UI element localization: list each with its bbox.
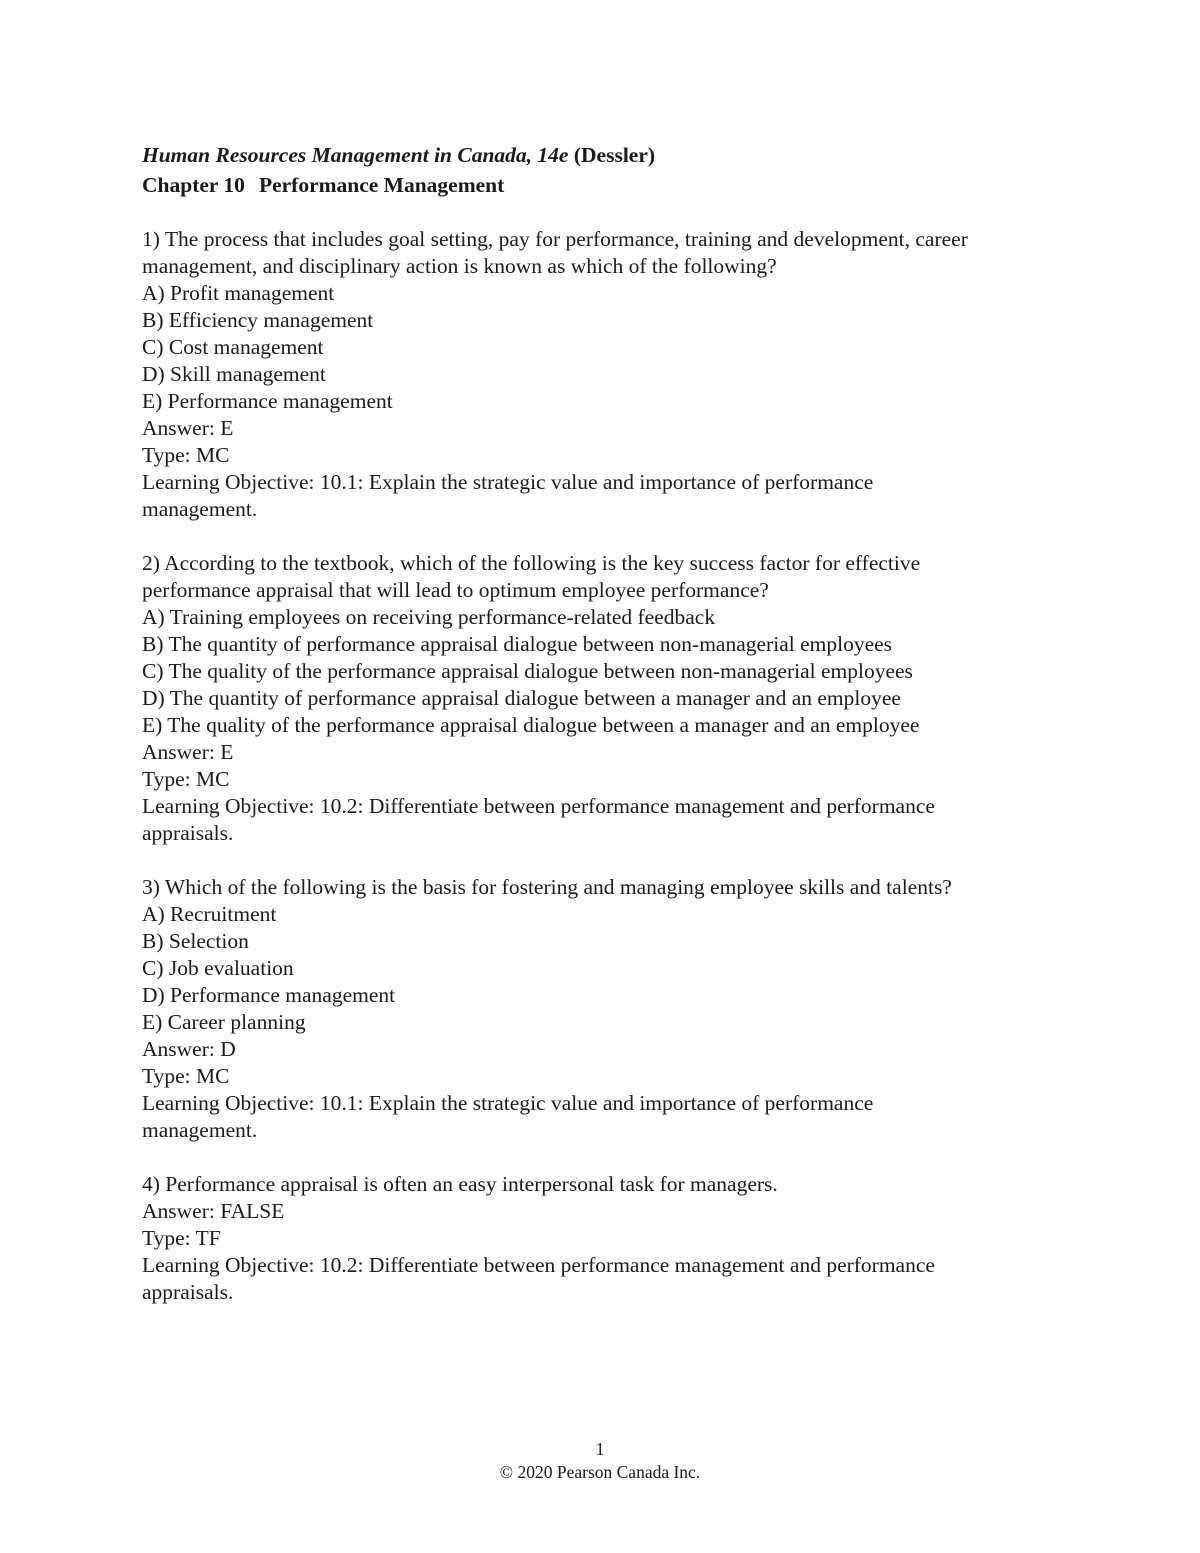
learning-objective: management.	[142, 1118, 258, 1142]
question-stem: 1) The process that includes goal setting, pay for performance, training and development, career	[142, 227, 968, 251]
page-number: 1	[595, 1439, 605, 1459]
answer-option: D) The quantity of performance appraisal dialogue between a manager and an employee	[142, 686, 901, 710]
book-heading	[142, 142, 1067, 169]
answer-option: B) The quantity of performance appraisal dialogue between non-managerial employees	[142, 632, 893, 656]
question-stem: performance appraisal that will lead to optimum employee performance?	[142, 578, 769, 602]
answer-option: E) Performance management	[142, 389, 393, 413]
answer-key: Answer: D	[142, 1037, 236, 1061]
learning-objective: appraisals.	[142, 821, 234, 845]
learning-objective: Learning Objective: 10.1: Explain the strategic value and importance of performance	[142, 1091, 874, 1115]
question-type: Type: MC	[142, 1064, 230, 1088]
question-2	[142, 550, 1067, 847]
learning-objective: Learning Objective: 10.1: Explain the strategic value and importance of performance	[142, 470, 874, 494]
learning-objective: appraisals.	[142, 1280, 234, 1304]
answer-option: E) Career planning	[142, 1010, 306, 1034]
chapter-title: Performance Management	[258, 173, 505, 197]
learning-objective: Learning Objective: 10.2: Differentiate between performance management and performance	[142, 1253, 935, 1277]
answer-key: Answer: E	[142, 740, 234, 764]
book-title: Human Resources Management in Canada, 14e	[142, 143, 569, 167]
answer-key: Answer: FALSE	[142, 1199, 285, 1223]
question-stem: 3) Which of the following is the basis for fostering and managing employee skills and talents?	[142, 875, 952, 899]
answer-option: B) Efficiency management	[142, 308, 374, 332]
answer-option: C) Job evaluation	[142, 956, 294, 980]
answer-option: E) The quality of the performance appraisal dialogue between a manager and an employee	[142, 713, 920, 737]
question-type: Type: TF	[142, 1226, 221, 1250]
question-stem: 4) Performance appraisal is often an easy interpersonal task for managers.	[142, 1172, 778, 1196]
answer-option: A) Recruitment	[142, 902, 277, 926]
book-author: (Dessler)	[573, 143, 656, 167]
learning-objective: management.	[142, 497, 258, 521]
question-type: Type: MC	[142, 767, 230, 791]
question-1	[142, 226, 1067, 523]
page-content	[142, 142, 1067, 1306]
question-stem: management, and disciplinary action is known as which of the following?	[142, 254, 777, 278]
chapter-label: Chapter 10	[142, 173, 245, 197]
answer-option: D) Performance management	[142, 983, 396, 1007]
answer-option: D) Skill management	[142, 362, 326, 386]
copyright-notice: © 2020 Pearson Canada Inc.	[499, 1462, 701, 1482]
question-3	[142, 874, 1067, 1144]
answer-option: B) Selection	[142, 929, 249, 953]
question-4	[142, 1171, 1067, 1306]
question-stem: 2) According to the textbook, which of the following is the key success factor for effective	[142, 551, 921, 575]
question-type: Type: MC	[142, 443, 230, 467]
chapter-heading	[142, 172, 1067, 199]
answer-key: Answer: E	[142, 416, 234, 440]
learning-objective: Learning Objective: 10.2: Differentiate between performance management and performance	[142, 794, 935, 818]
answer-option: C) The quality of the performance appraisal dialogue between non-managerial employees	[142, 659, 913, 683]
answer-option: A) Profit management	[142, 281, 335, 305]
answer-option: C) Cost management	[142, 335, 324, 359]
answer-option: A) Training employees on receiving performance-related feedback	[142, 605, 716, 629]
